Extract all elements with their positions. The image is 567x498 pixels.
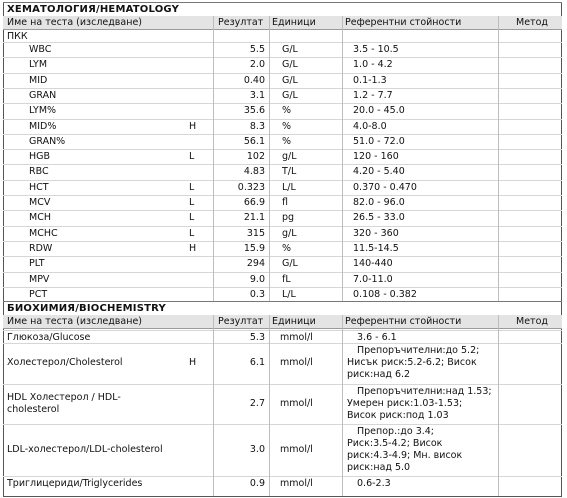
flag: H	[189, 121, 197, 132]
result-value: 6.1	[249, 357, 265, 368]
row-divider	[3, 42, 562, 43]
column-separator	[269, 16, 270, 301]
row-divider	[3, 57, 562, 58]
test-name: LDL-холестерол/LDL-cholesterol	[7, 444, 163, 455]
reference-range: 0.1-1.3	[353, 75, 387, 86]
row-divider	[3, 195, 562, 196]
result-value: 15.9	[243, 243, 265, 254]
row-divider	[3, 226, 562, 227]
test-name: PLT	[29, 258, 45, 269]
test-name: GRAN	[29, 90, 57, 101]
reference-range: 140-440	[353, 258, 393, 269]
header-ref: Референтни стойности	[345, 17, 462, 28]
column-separator	[498, 315, 499, 496]
row-divider	[3, 256, 562, 257]
reference-range: 0.370 - 0.470	[353, 182, 417, 193]
header-result: Резултат	[218, 316, 264, 327]
section-title: БИОХИМИЯ/BIOCHEMISTRY	[7, 303, 166, 314]
reference-range: 26.5 - 33.0	[353, 212, 405, 223]
result-value: 5.3	[249, 332, 265, 343]
unit: mmol/l	[280, 478, 313, 489]
test-name: MPV	[29, 274, 50, 285]
unit: %	[282, 136, 292, 147]
unit: L/L	[282, 289, 296, 300]
test-name: RDW	[29, 243, 53, 254]
column-separator	[269, 315, 270, 496]
test-name: HDL Холестерол / HDL- cholesterol	[7, 392, 121, 415]
test-name: MID%	[29, 121, 57, 132]
reference-range: 3.6 - 6.1	[357, 332, 397, 343]
test-name: LYM%	[29, 105, 57, 116]
unit: G/L	[282, 59, 298, 70]
hematology-column-header	[3, 16, 562, 30]
flag: L	[189, 212, 195, 223]
unit: mmol/l	[280, 357, 313, 368]
result-value: 9.0	[249, 274, 265, 285]
row-divider	[3, 149, 562, 150]
reference-range: 51.0 - 72.0	[353, 136, 405, 147]
hematology-section-title	[3, 2, 562, 17]
header-test: Име на теста (изследване)	[7, 316, 142, 327]
row-divider	[3, 241, 562, 242]
column-separator	[498, 16, 499, 301]
unit: T/L	[282, 166, 297, 177]
test-name: Холестерол/Cholesterol	[7, 357, 123, 368]
reference-range: 11.5-14.5	[353, 243, 399, 254]
flag: L	[189, 182, 195, 193]
unit: %	[282, 105, 292, 116]
row-divider	[3, 330, 562, 331]
flag: H	[189, 243, 197, 254]
biochemistry-column-header	[3, 315, 562, 329]
section-title: ХЕМАТОЛОГИЯ/HEMATOLOGY	[7, 4, 180, 15]
result-value: 35.6	[243, 105, 265, 116]
header-result: Резултат	[218, 17, 264, 28]
row-divider	[3, 210, 562, 211]
reference-range: 4.20 - 5.40	[353, 166, 405, 177]
test-name: HCT	[29, 182, 49, 193]
result-value: 3.0	[249, 444, 265, 455]
reference-range: 20.0 - 45.0	[353, 105, 405, 116]
test-name: MID	[29, 75, 48, 86]
unit: mmol/l	[280, 444, 313, 455]
reference-range: 0.108 - 0.382	[353, 289, 417, 300]
header-units: Единици	[272, 316, 316, 327]
header-method: Метод	[516, 17, 548, 28]
row-divider	[3, 476, 562, 477]
reference-range: 320 - 360	[353, 228, 399, 239]
test-name: MCV	[29, 197, 51, 208]
unit: g/L	[282, 151, 297, 162]
test-name: WBC	[29, 44, 52, 55]
header-test: Име на теста (изследване)	[7, 17, 142, 28]
flag: L	[189, 228, 195, 239]
row-divider	[3, 164, 562, 165]
reference-range: Препоръчителни:над 1.53; Умерен риск:1.03-1.53; Висок риск:под 1.03	[347, 386, 492, 421]
result-value: 56.1	[243, 136, 265, 147]
result-value: 4.83	[243, 166, 265, 177]
result-value: 0.40	[243, 75, 265, 86]
result-value: 8.3	[249, 121, 265, 132]
result-value: 102	[246, 151, 265, 162]
column-separator	[342, 16, 343, 301]
result-value: 294	[246, 258, 265, 269]
result-value: 315	[246, 228, 265, 239]
row-divider	[3, 343, 562, 344]
reference-range: 7.0-11.0	[353, 274, 393, 285]
header-units: Единици	[272, 17, 316, 28]
test-name: MCHC	[29, 228, 58, 239]
result-value: 0.323	[237, 182, 265, 193]
row-divider	[3, 272, 562, 273]
result-value: 0.3	[249, 289, 265, 300]
reference-range: 120 - 160	[353, 151, 399, 162]
flag: L	[189, 151, 195, 162]
reference-range: 1.0 - 4.2	[353, 59, 393, 70]
reference-range: Препоръчителни:до 5.2; Нисък риск:5.2-6.2; Висок риск:над 6.2	[347, 345, 480, 380]
unit: mmol/l	[280, 332, 313, 343]
row-divider	[3, 88, 562, 89]
reference-range: 82.0 - 96.0	[353, 197, 405, 208]
reference-range: 3.5 - 10.5	[353, 44, 399, 55]
unit: pg	[282, 212, 295, 223]
reference-range: Препор.:до 3.4; Риск:3.5-4.2; Висок риск:4.3-4.9; Мн. висок риск:над 5.0	[347, 426, 463, 473]
unit: fL	[282, 274, 291, 285]
unit: L/L	[282, 182, 296, 193]
unit: G/L	[282, 75, 298, 86]
result-value: 5.5	[249, 44, 265, 55]
row-divider	[3, 287, 562, 288]
header-method: Метод	[516, 316, 548, 327]
result-value: 2.0	[249, 59, 265, 70]
result-value: 66.9	[243, 197, 265, 208]
unit: %	[282, 243, 292, 254]
result-value: 21.1	[243, 212, 265, 223]
row-divider	[3, 103, 562, 104]
row-divider	[3, 134, 562, 135]
flag: H	[189, 357, 197, 368]
group-label: ПКК	[7, 31, 28, 42]
test-name: RBC	[29, 166, 49, 177]
unit: G/L	[282, 90, 298, 101]
flag: L	[189, 197, 195, 208]
unit: %	[282, 121, 292, 132]
row-divider	[3, 119, 562, 120]
test-name: LYM	[29, 59, 48, 70]
result-value: 3.1	[249, 90, 265, 101]
row-divider	[3, 424, 562, 425]
unit: G/L	[282, 258, 298, 269]
result-value: 0.9	[249, 478, 265, 489]
biochemistry-section-title	[3, 301, 562, 316]
column-separator	[342, 315, 343, 496]
unit: G/L	[282, 44, 298, 55]
test-name: MCH	[29, 212, 51, 223]
row-divider	[3, 73, 562, 74]
result-value: 2.7	[249, 398, 265, 409]
column-separator	[213, 315, 214, 496]
column-separator	[213, 16, 214, 301]
test-name: PCT	[29, 289, 48, 300]
reference-range: 4.0-8.0	[353, 121, 387, 132]
reference-range: 1.2 - 7.7	[353, 90, 393, 101]
row-divider	[3, 180, 562, 181]
row-divider	[3, 384, 562, 385]
header-ref: Референтни стойности	[345, 316, 462, 327]
test-name: Глюкоза/Glucose	[7, 332, 91, 343]
unit: g/L	[282, 228, 297, 239]
test-name: Триглицериди/Triglycerides	[7, 478, 143, 489]
test-name: GRAN%	[29, 136, 66, 147]
unit: fl	[282, 197, 288, 208]
unit: mmol/l	[280, 398, 313, 409]
test-name: HGB	[29, 151, 51, 162]
reference-range: 0.6-2.3	[357, 478, 391, 489]
